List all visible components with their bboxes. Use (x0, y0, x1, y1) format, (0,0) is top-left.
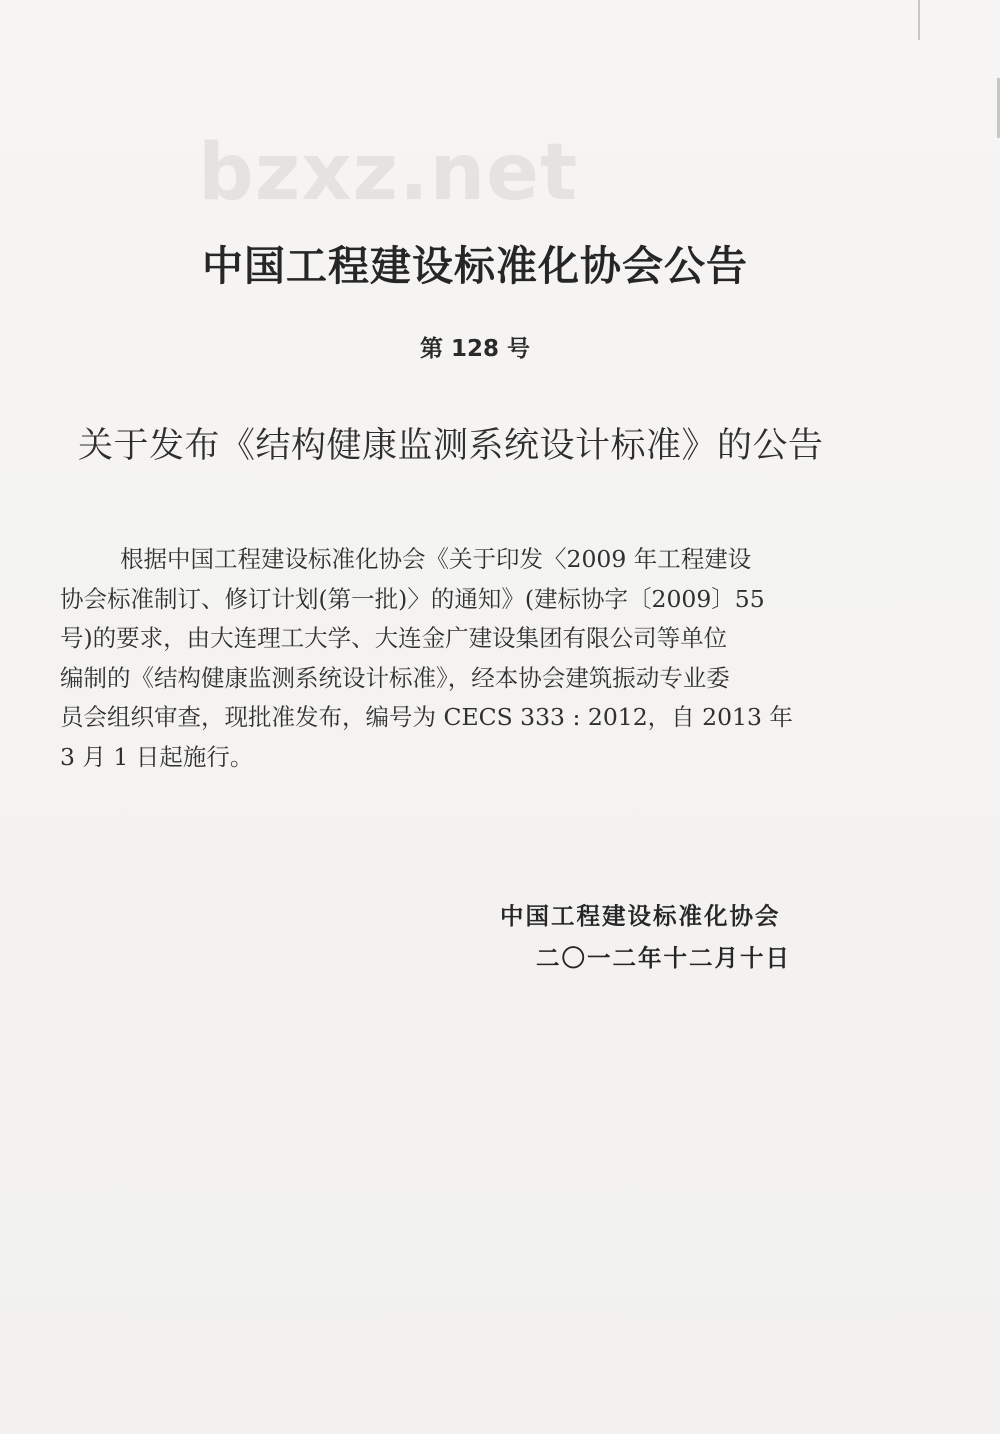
body-line: 根据中国工程建设标准化协会《关于印发〈2009 年工程建设 (120, 545, 752, 573)
body-line: 编制的《结构健康监测系统设计标准》，经本协会建筑振动专业委 (60, 663, 730, 692)
announcement-body (60, 540, 890, 777)
body-line: 号)的要求，由大连理工大学、大连金广建设集团有限公司等单位 (60, 624, 728, 652)
body-line: 员会组织审查，现批准发布，编号为 CECS 333 : 2012，自 2013 年 (60, 703, 793, 731)
announcement-title: 中国工程建设标准化协会公告 (202, 242, 748, 290)
issuing-organization: 中国工程建设标准化协会 (500, 902, 781, 930)
announcement-number: 第 128 号 (419, 336, 531, 362)
body-line: 3 月 1 日起施行。 (60, 742, 254, 771)
watermark: bzxz.net (198, 128, 579, 218)
scan-edge-mark (918, 0, 920, 40)
issue-date: 二〇一二年十二月十日 (536, 944, 791, 972)
announcement-subject: 关于发布《结构健康监测系统设计标准》的公告 (78, 426, 824, 466)
signature-block (500, 895, 860, 979)
body-line: 协会标准制订、修订计划(第一批)〉的通知》(建标协字〔2009〕55 (60, 584, 765, 613)
